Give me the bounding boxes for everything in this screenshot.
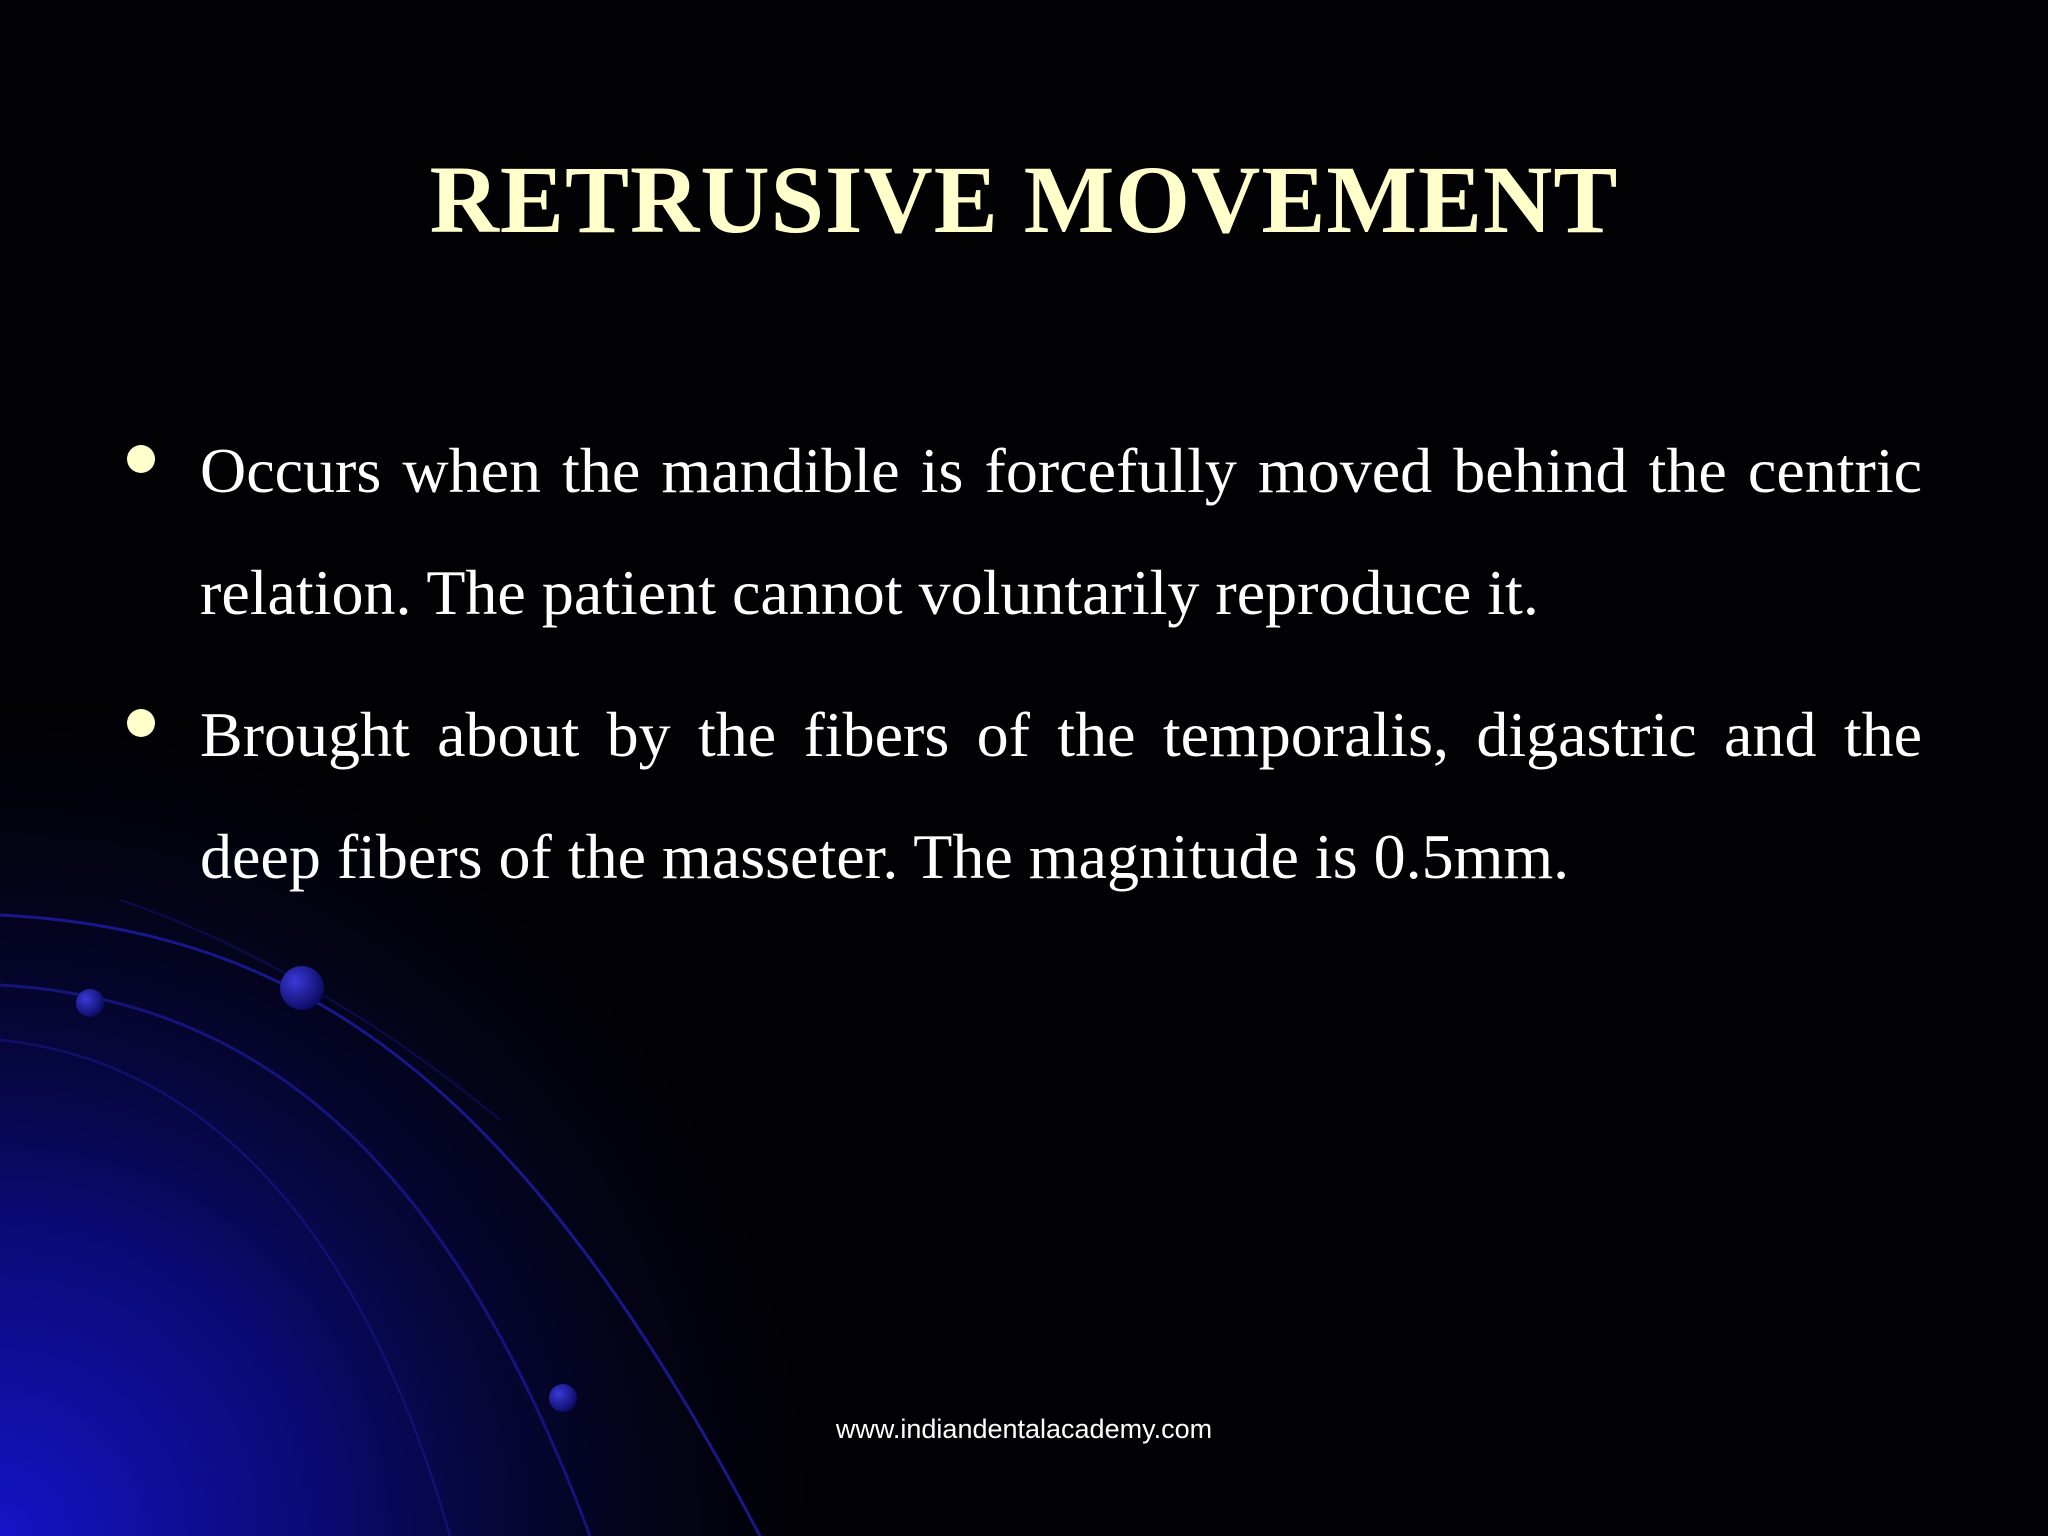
orb-large: [280, 966, 324, 1010]
bullet-list: [200, 410, 1922, 938]
bullet-item-brought-about: [200, 674, 1922, 918]
bullet-text: Brought about by the fibers of the temporalis, digastric and the deep fibers of the masseter. The magnitude is 0.5mm.: [200, 699, 1922, 892]
bullet-item-occurs: [200, 410, 1922, 654]
bullet-text: Occurs when the mandible is forcefully moved behind the centric relation. The patient cannot voluntarily reproduce it.: [200, 435, 1922, 628]
footer-url: www.indiandentalacademy.com: [835, 1414, 1213, 1444]
orb-bottom: [549, 1384, 577, 1412]
bullet-dot-icon: [127, 445, 155, 473]
slide-title: RETRUSIVE MOVEMENT: [429, 146, 1619, 253]
bullet-dot-icon: [127, 709, 155, 737]
orb-small: [76, 989, 104, 1017]
